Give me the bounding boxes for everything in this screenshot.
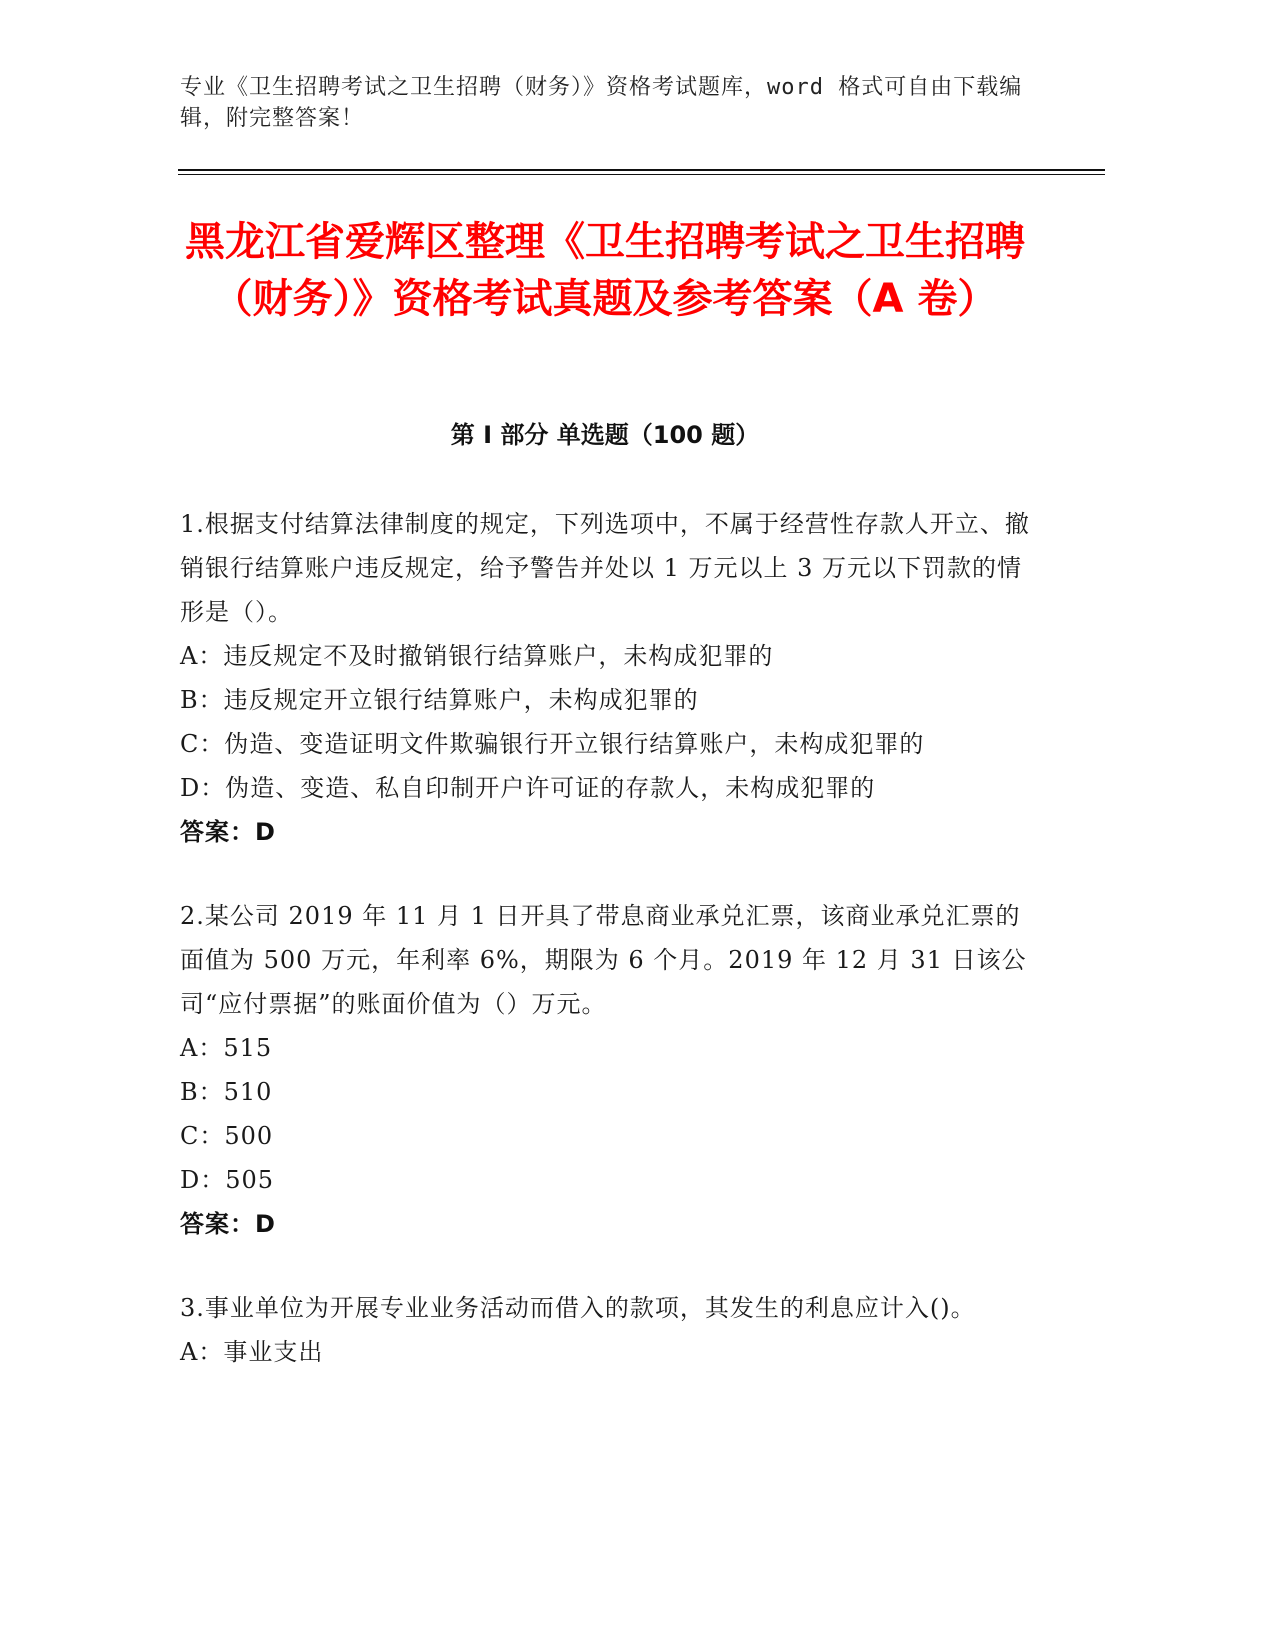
option-a: A：515 <box>180 1034 273 1062</box>
question-1 <box>180 502 1030 854</box>
option-a: A：违反规定不及时撤销银行结算账户，未构成犯罪的 <box>180 642 774 670</box>
section-heading: 第 I 部分 单选题（100 题） <box>450 421 760 449</box>
answer-label: 答案：D <box>180 818 276 846</box>
question-stem: 1.根据支付结算法律制度的规定，下列选项中，不属于经营性存款人开立、撤销银行结算账户违反规定，给予警告并处以 1 万元以上 3 万元以下罚款的情形是（）。 <box>180 510 1030 626</box>
option-c: C：500 <box>180 1122 274 1150</box>
option-a: A：事业支出 <box>180 1338 324 1366</box>
question-stem: 3.事业单位为开展专业业务活动而借入的款项，其发生的利息应计入()。 <box>180 1294 976 1322</box>
option-b: B：违反规定开立银行结算账户，未构成犯罪的 <box>180 686 699 714</box>
question-stem: 2.某公司 2019 年 11 月 1 日开具了带息商业承兑汇票，该商业承兑汇票的面值为 500 万元，年利率 6%，期限为 6 个月。2019 年 12 月 31 日该公司“应付票据”的账面价值为（）万元。 <box>180 902 1027 1018</box>
question-2 <box>180 894 1030 1246</box>
answer-label: 答案：D <box>180 1210 276 1238</box>
option-b: B：510 <box>180 1078 273 1106</box>
header-divider-thick <box>178 169 1105 171</box>
document-title: 黑龙江省爱辉区整理《卫生招聘考试之卫生招聘（财务）》资格考试真题及参考答案（A 卷） <box>185 219 1025 322</box>
option-d: D：505 <box>180 1166 275 1194</box>
header-note: 专业《卫生招聘考试之卫生招聘（财务）》资格考试题库，word 格式可自由下载编辑，附完整答案！ <box>180 75 1023 131</box>
header-divider-thin <box>178 174 1105 175</box>
option-d: D：伪造、变造、私自印制开户许可证的存款人，未构成犯罪的 <box>180 774 876 802</box>
option-c: C：伪造、变造证明文件欺骗银行开立银行结算账户，未构成犯罪的 <box>180 730 925 758</box>
question-3 <box>180 1286 1030 1374</box>
